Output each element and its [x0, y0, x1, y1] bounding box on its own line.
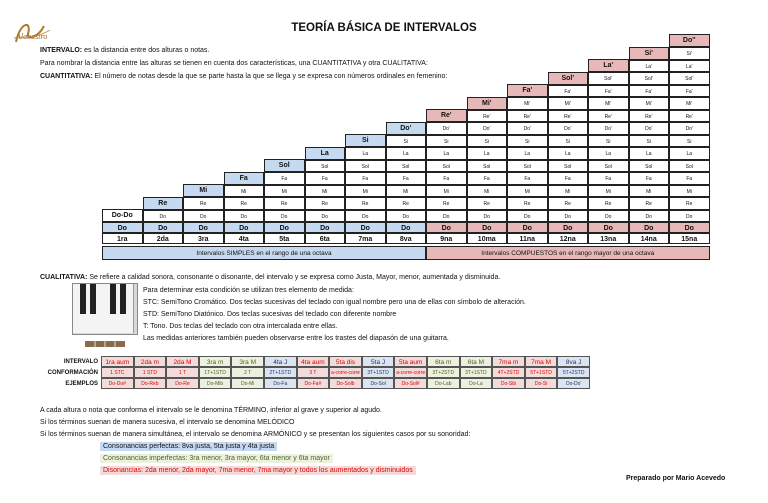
interval-header: Mi' — [467, 97, 508, 110]
note-cell: Sol — [548, 160, 589, 173]
interval-name-cell: 3ra m — [199, 356, 232, 367]
imperfect-consonances: Consonancias imperfectas: 3ra menor, 3ra mayor, 6ta menor y 6ta mayor — [100, 454, 333, 463]
intro-definition — [40, 46, 209, 55]
term-definition: A cada altura o nota que conforma el intervalo se le denomina TÉRMINO, inferior al grave y superior al agudo. — [40, 407, 382, 414]
note-cell: Fa — [386, 172, 427, 185]
note-cell: La — [669, 147, 710, 160]
note-cell: Si — [426, 135, 467, 148]
interval-header: La — [305, 147, 346, 160]
note-cell: Si — [588, 135, 629, 148]
note-cell: La — [426, 147, 467, 160]
row-label-examples: EJEMPLOS — [65, 381, 98, 387]
conformation-cell: a-corre-corre — [329, 367, 362, 378]
base-note-cell: Do — [588, 222, 629, 233]
note-cell: Fa — [629, 172, 670, 185]
base-note-cell: Do — [629, 222, 670, 233]
note-cell: Re' — [548, 110, 589, 123]
interval-header: Si' — [629, 47, 670, 60]
note-cell: Re — [345, 197, 386, 210]
note-cell: Do — [507, 210, 548, 223]
interval-header: Sol — [264, 159, 305, 172]
conformation-cell: 2 T — [231, 367, 264, 378]
interval-header: Fa — [224, 172, 265, 185]
base-note-cell: Do — [183, 222, 224, 233]
std-definition: STD: SemiTono Diatónico. Dos teclas sucesivas del teclado con diferente nombre — [143, 311, 397, 318]
quantitative-term: CUANTITATIVA: — [40, 73, 93, 80]
note-cell: La — [386, 147, 427, 160]
ordinal-cell: 13na — [588, 233, 629, 244]
harmonic-definition: Si los términos suenan de manera simultánea, el intervalo se denomina ARMÓNICO y se presentan los siguientes casos por su sonoridad: — [40, 431, 471, 438]
ordinal-cell: 4ta — [224, 233, 265, 244]
conformation-cell: 1T+1STD — [199, 367, 232, 378]
note-cell: Do — [143, 210, 184, 223]
note-cell: Do' — [426, 122, 467, 135]
note-cell: Re' — [467, 110, 508, 123]
base-note-cell: Do — [264, 222, 305, 233]
note-cell: Si' — [669, 47, 710, 60]
note-cell: Re — [426, 197, 467, 210]
note-cell: Re' — [669, 110, 710, 123]
note-cell: Mi' — [507, 97, 548, 110]
note-cell: Do — [426, 210, 467, 223]
base-note-cell: Do — [102, 222, 143, 233]
interval-header: Re' — [426, 109, 467, 122]
conformation-cell: a-corre-corre — [394, 367, 427, 378]
note-cell: Do — [386, 210, 427, 223]
interval-name-cell: 8va J — [557, 356, 590, 367]
qualitative-text: Se refiere a calidad sonora, consonante o disonante, del intervalo y se expresa como Justa, Mayor, menor, aumentada y disminuida. — [87, 274, 501, 281]
ordinal-cell: 2da — [143, 233, 184, 244]
interval-header: Mi — [183, 184, 224, 197]
interval-name-cell: 4ta aum — [297, 356, 330, 367]
guitar-note: Las medidas anteriores también pueden observarse entre los trastes del diapasón de una guitarra. — [143, 335, 449, 342]
note-cell: Sol — [345, 160, 386, 173]
piano-keyboard-image — [72, 283, 138, 335]
example-cell: Do-Si — [525, 378, 558, 389]
note-cell: Si — [669, 135, 710, 148]
example-cell: Do-Do# — [101, 378, 134, 389]
ordinal-cell: 6ta — [305, 233, 346, 244]
base-note-cell: Do — [507, 222, 548, 233]
note-cell: Re — [548, 197, 589, 210]
note-cell: Re — [224, 197, 265, 210]
interval-name-cell: 7ma m — [492, 356, 525, 367]
interval-name-cell: 2da m — [134, 356, 167, 367]
interval-name-cell: 5ta dis — [329, 356, 362, 367]
example-cell: Do-Re — [166, 378, 199, 389]
example-cell: Do-Lab — [427, 378, 460, 389]
note-cell: Fa' — [629, 85, 670, 98]
interval-name-cell: 1ra aum — [101, 356, 134, 367]
note-cell: Sol' — [669, 72, 710, 85]
qualitative-definition — [40, 273, 500, 282]
intro-definition-term: INTERVALO: — [40, 47, 83, 54]
ordinal-cell: 1ra — [102, 233, 143, 244]
intro-characteristics: Para nombrar la distancia entre las alturas se tienen en cuenta dos características, una CUANTITATIVA y otra CUALITATIVA: — [40, 60, 428, 67]
page-title: TEORÍA BÁSICA DE INTERVALOS — [291, 22, 477, 34]
ordinal-cell: 11na — [507, 233, 548, 244]
note-cell: Mi — [507, 185, 548, 198]
conformation-cell: 3 T — [297, 367, 330, 378]
note-cell: Mi' — [669, 97, 710, 110]
conformation-cell: 2T+1STD — [264, 367, 297, 378]
interval-header: Do-Do — [102, 209, 143, 222]
note-cell: Re — [386, 197, 427, 210]
black-key — [120, 284, 126, 314]
note-cell: Mi — [224, 185, 265, 198]
conformation-cell: 3T+1STD — [460, 367, 493, 378]
interval-name-cell: 4ta J — [264, 356, 297, 367]
note-cell: Mi — [305, 185, 346, 198]
base-note-cell: Do — [305, 222, 346, 233]
note-cell: Sol — [426, 160, 467, 173]
note-cell: Si — [386, 135, 427, 148]
interval-name-cell: 6ta M — [460, 356, 493, 367]
note-cell: Re — [588, 197, 629, 210]
note-cell: Sol — [305, 160, 346, 173]
note-cell: Fa — [467, 172, 508, 185]
note-cell: Do — [264, 210, 305, 223]
note-cell: Do — [467, 210, 508, 223]
example-cell: Do-Fa — [264, 378, 297, 389]
conformation-cell: 1 STD — [134, 367, 167, 378]
perfect-consonances: Consonancias perfectas: 8va justa, 5ta justa y 4ta justa — [100, 442, 277, 451]
row-label-interval: INTERVALO — [63, 359, 98, 365]
note-cell: Re' — [507, 110, 548, 123]
note-cell: Fa — [548, 172, 589, 185]
note-cell: Re — [183, 197, 224, 210]
note-cell: Re — [629, 197, 670, 210]
base-note-cell: Do — [143, 222, 184, 233]
conformation-cell: 4T+2STD — [492, 367, 525, 378]
interval-header: Do'' — [669, 34, 710, 47]
note-cell: La — [588, 147, 629, 160]
row-label-conformation: CONFORMACIÓN — [47, 370, 98, 376]
note-cell: Mi — [264, 185, 305, 198]
ordinal-cell: 14na — [629, 233, 670, 244]
note-cell: La — [629, 147, 670, 160]
note-cell: Do — [669, 210, 710, 223]
note-cell: Fa — [426, 172, 467, 185]
note-cell: Sol — [467, 160, 508, 173]
quantitative-text: El número de notas desde la que se parte hasta la que se llega y se expresa con números ordinales en femenino: — [92, 73, 448, 80]
note-cell: Do' — [588, 122, 629, 135]
note-cell: Do' — [548, 122, 589, 135]
black-key — [110, 284, 116, 314]
note-cell: Mi — [386, 185, 427, 198]
note-cell: Mi — [629, 185, 670, 198]
base-note-cell: Do — [386, 222, 427, 233]
ordinal-cell: 15na — [669, 233, 710, 244]
melodic-definition: Si los términos suenan de manera sucesiva, el intervalo se denomina MELÓDICO — [40, 419, 295, 426]
note-cell: Sol — [507, 160, 548, 173]
example-cell: Do-Mi — [231, 378, 264, 389]
black-key — [90, 284, 96, 314]
conformation-cell: 5T+2STD — [557, 367, 590, 378]
note-cell: Fa — [305, 172, 346, 185]
note-cell: Fa' — [669, 85, 710, 98]
note-cell: Fa' — [548, 85, 589, 98]
note-cell: Do' — [629, 122, 670, 135]
interval-header: Do' — [386, 122, 427, 135]
example-cell: Do-Sol# — [394, 378, 427, 389]
interval-name-cell: 5ta aum — [394, 356, 427, 367]
measure-intro: Para determinar esta condición se utilizan tres elemento de medida: — [143, 287, 354, 294]
base-note-cell: Do — [467, 222, 508, 233]
note-cell: Si — [507, 135, 548, 148]
note-cell: La' — [629, 60, 670, 73]
note-cell: La — [507, 147, 548, 160]
note-cell: Sol — [669, 160, 710, 173]
ordinal-cell: 3ra — [183, 233, 224, 244]
note-cell: Sol — [386, 160, 427, 173]
dissonances: Disonancias: 2da menor, 2da mayor, 7ma menor, 7ma mayor y todos los aumentados y disminuidos — [100, 466, 416, 475]
interval-header: Si — [345, 134, 386, 147]
note-cell: Sol — [629, 160, 670, 173]
base-note-cell: Do — [426, 222, 467, 233]
note-cell: Do — [345, 210, 386, 223]
ordinal-cell: 5ta — [264, 233, 305, 244]
note-cell: Re — [669, 197, 710, 210]
base-note-cell: Do — [224, 222, 265, 233]
note-cell: Mi' — [548, 97, 589, 110]
conformation-cell: 3T+2STD — [427, 367, 460, 378]
logo-text: Alabastro — [16, 32, 48, 41]
note-cell: Do — [305, 210, 346, 223]
note-cell: Do' — [507, 122, 548, 135]
note-cell: Do — [588, 210, 629, 223]
note-cell: La — [345, 147, 386, 160]
note-cell: Fa — [264, 172, 305, 185]
note-cell: Do — [224, 210, 265, 223]
note-cell: Re' — [588, 110, 629, 123]
note-cell: Re — [305, 197, 346, 210]
example-cell: Do-Reb — [134, 378, 167, 389]
example-cell: Do-La — [460, 378, 493, 389]
interval-header: Fa' — [507, 84, 548, 97]
interval-header: Re — [143, 197, 184, 210]
black-key — [80, 284, 86, 314]
note-cell: Sol' — [588, 72, 629, 85]
note-cell: Si — [548, 135, 589, 148]
note-cell: Re — [507, 197, 548, 210]
note-cell: La — [548, 147, 589, 160]
qualitative-term: CUALITATIVA: — [40, 274, 88, 281]
conformation-cell: 1 T — [166, 367, 199, 378]
conformation-cell: 3T+1STD — [362, 367, 395, 378]
interval-name-cell: 7ma M — [525, 356, 558, 367]
conformation-cell: 5T+1STD — [525, 367, 558, 378]
note-cell: La — [467, 147, 508, 160]
note-cell: Re — [264, 197, 305, 210]
interval-header: Sol' — [548, 72, 589, 85]
example-cell: Do-Fa# — [297, 378, 330, 389]
interval-name-cell: 6ta m — [427, 356, 460, 367]
note-cell: Sol' — [629, 72, 670, 85]
note-cell: Do' — [669, 122, 710, 135]
note-cell: Sol — [588, 160, 629, 173]
note-cell: Mi' — [629, 97, 670, 110]
interval-name-cell: 3ra M — [231, 356, 264, 367]
example-cell: Do-Sib — [492, 378, 525, 389]
example-cell: Do-Solb — [329, 378, 362, 389]
note-cell: Mi — [588, 185, 629, 198]
note-cell: Fa — [588, 172, 629, 185]
intro-definition-text: es la distancia entre dos alturas o notas. — [82, 47, 210, 54]
stc-definition: STC: SemiTono Cromático. Dos teclas sucesivas del teclado con igual nombre pero una de ellas con símbolo de alteración. — [143, 299, 526, 306]
note-cell: Mi — [426, 185, 467, 198]
example-cell: Do-Do' — [557, 378, 590, 389]
compound-intervals-label: Intervalos COMPUESTOS en el rango mayor de una octava — [426, 246, 710, 260]
note-cell: Re — [467, 197, 508, 210]
quantitative-definition — [40, 72, 447, 81]
tone-definition: T: Tono. Dos teclas del teclado con otra intercalada entre ellas. — [143, 323, 338, 330]
note-cell: Do — [629, 210, 670, 223]
note-cell: Si — [467, 135, 508, 148]
note-cell: Si — [629, 135, 670, 148]
interval-header: La' — [588, 59, 629, 72]
note-cell: Mi — [345, 185, 386, 198]
note-cell: Mi — [548, 185, 589, 198]
simple-intervals-label: Intervalos SIMPLES en el rango de una octava — [102, 246, 426, 260]
ordinal-cell: 7ma — [345, 233, 386, 244]
base-note-cell: Do — [669, 222, 710, 233]
example-cell: Do-Sol — [362, 378, 395, 389]
note-cell: Fa — [507, 172, 548, 185]
note-cell: Do — [548, 210, 589, 223]
interval-name-cell: 2da M — [166, 356, 199, 367]
note-cell: Fa — [345, 172, 386, 185]
note-cell: Mi — [467, 185, 508, 198]
author-credit: Preparado por Mario Acevedo — [626, 475, 726, 482]
base-note-cell: Do — [345, 222, 386, 233]
note-cell: Mi — [669, 185, 710, 198]
example-cell: Do-Mib — [199, 378, 232, 389]
ordinal-cell: 9na — [426, 233, 467, 244]
conformation-cell: 1 STC — [101, 367, 134, 378]
note-cell: Mi' — [588, 97, 629, 110]
guitar-fretboard-image — [85, 339, 125, 349]
ordinal-cell: 8va — [386, 233, 427, 244]
note-cell: La' — [669, 60, 710, 73]
note-cell: Do — [183, 210, 224, 223]
interval-name-cell: 5ta J — [362, 356, 395, 367]
ordinal-cell: 10ma — [467, 233, 508, 244]
note-cell: Re' — [629, 110, 670, 123]
note-cell: Do' — [467, 122, 508, 135]
base-note-cell: Do — [548, 222, 589, 233]
note-cell: Fa' — [588, 85, 629, 98]
ordinal-cell: 12na — [548, 233, 589, 244]
note-cell: Fa — [669, 172, 710, 185]
